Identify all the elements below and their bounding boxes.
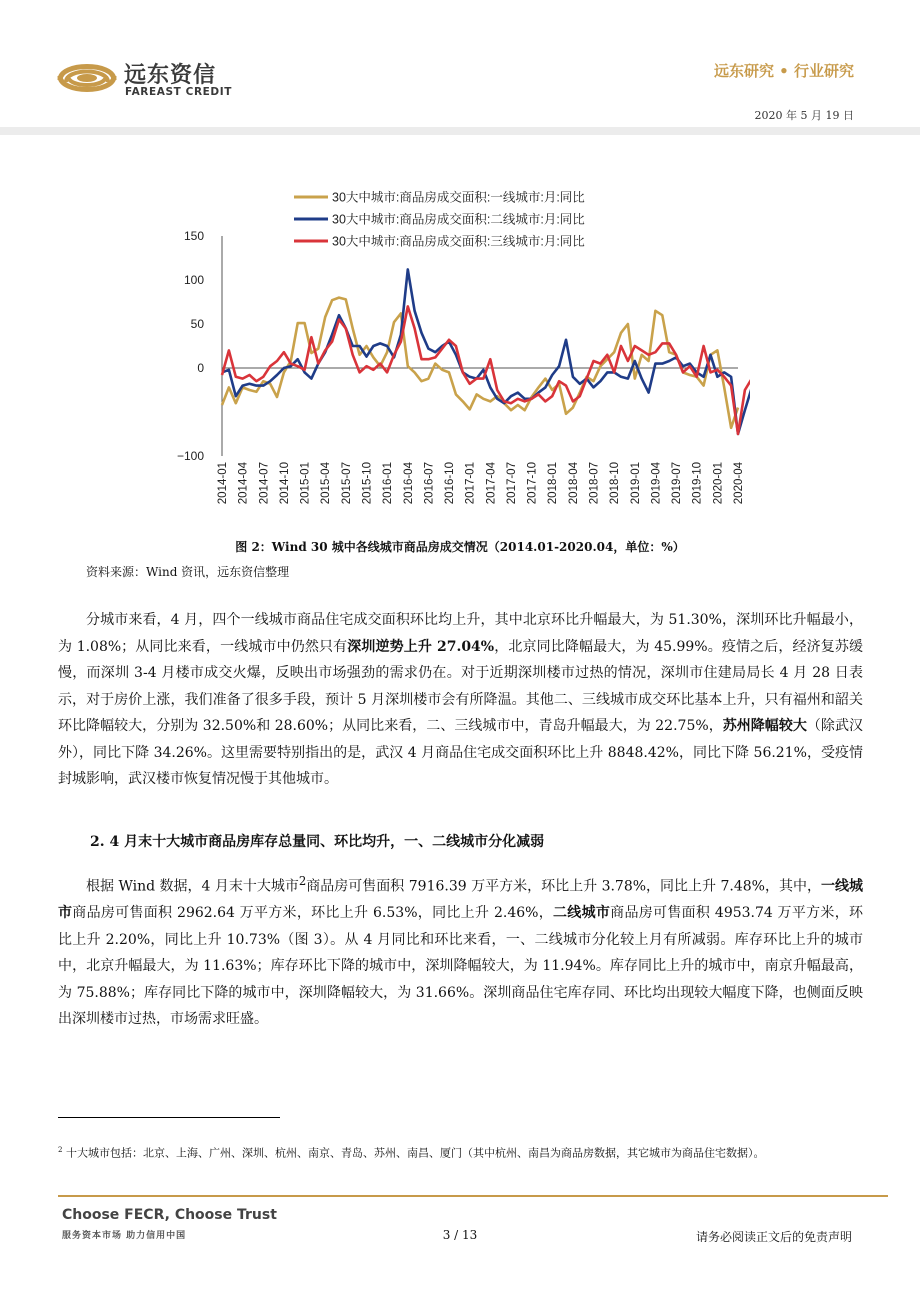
x-tick-label: 2015-04 — [320, 462, 333, 505]
y-tick-label: 0 — [197, 361, 204, 375]
x-tick-label: 2018-07 — [588, 462, 601, 505]
x-tick-label: 2017-10 — [526, 462, 539, 505]
header-section-title: 远东研究 • 行业研究 — [713, 62, 854, 80]
y-tick-label: 100 — [183, 273, 204, 287]
x-tick-label: 2018-01 — [547, 462, 560, 505]
footnote-divider — [58, 1117, 280, 1118]
x-tick-label: 2017-07 — [505, 462, 518, 505]
x-tick-label: 2018-10 — [609, 462, 622, 505]
x-tick-label: 2019-04 — [650, 462, 663, 505]
y-tick-label: −100 — [176, 449, 204, 463]
x-tick-label: 2020-01 — [712, 462, 725, 505]
x-tick-label: 2014-10 — [278, 462, 291, 505]
x-tick-label: 2016-04 — [402, 462, 415, 505]
x-tick-label: 2019-01 — [629, 462, 642, 505]
footer-disclaimer: 请务必阅读正文后的免责声明 — [695, 1230, 852, 1244]
figure-source: 资料来源：Wind 资讯，远东资信整理 — [86, 565, 290, 579]
logo-name-cn: 远东资信 — [124, 63, 217, 88]
page-number: 3 / 13 — [442, 1228, 478, 1242]
report-date: 2020 年 5 月 19 日 — [754, 109, 854, 122]
x-tick-label: 2015-01 — [299, 462, 312, 505]
footnote: $^2$ 十大城市包括：北京、上海、广州、深圳、杭州、南京、青岛、苏州、南昌、厦门（其中杭州、南昌为商品房数据，其它城市为商品住宅数据）。 — [58, 1146, 765, 1160]
x-tick-label: 2015-07 — [340, 462, 353, 505]
footer-subslogan: 服务资本市场 助力信用中国 — [62, 1231, 187, 1241]
footer-divider — [58, 1195, 888, 1197]
x-tick-label: 2017-01 — [464, 462, 477, 505]
paragraph-city-analysis: 分城市来看，4 月，四个一线城市商品住宅成交面积环比均上升，其中北京环比升幅最大，为 51.30%，深圳环比升幅最小，为 1.08%；从同比来看，一线城市中仍然只有深圳逆势上升 27.04%，北京同比降幅最大，为 45.99%。疫情之后，经济复苏缓慢，而深圳 3-4 月楼市成交火爆，反映出市场强劲的需求仍在。对于近期深圳楼市过热的情况，深圳市住建局局长 4 月 28 日表示，对于房价上涨，我们准备了很多手段，预计 5 月深圳楼市会有所降温。其他二、三线城市成交环比基本上升，只有福州和韶关环比降幅较大，分别为 32.50%和 28.60%；从同比来看，二、三线城市中，青岛升幅最大，为 22.75%，苏州降幅较大（除武汉外），同比下降 34.26%。这里需要特别指出的是，武汉 4 月商品住宅成交面积环比上升 8848.42%，同比下降 56.21%，受疫情封城影响，武汉楼市恢复情况慢于其他城市。 — [58, 612, 863, 787]
legend-label: 30大中城市:商品房成交面积:三线城市:月:同比 — [332, 234, 585, 249]
footnote-ref: 2 — [298, 874, 307, 888]
header-divider — [0, 127, 920, 135]
logo-name-en: FAREAST CREDIT — [125, 86, 233, 98]
x-tick-label: 2018-04 — [567, 462, 580, 505]
x-tick-label: 2020-04 — [733, 462, 745, 505]
x-tick-label: 2014-04 — [237, 462, 250, 505]
chart-legend — [294, 190, 585, 249]
y-axis-ticks — [177, 229, 204, 463]
x-axis-ticks — [217, 461, 745, 504]
x-tick-label: 2014-07 — [258, 462, 271, 505]
x-tick-label: 2019-07 — [671, 462, 684, 505]
y-tick-label: 50 — [190, 317, 204, 331]
x-tick-label: 2016-07 — [423, 462, 436, 505]
x-tick-label: 2019-10 — [691, 462, 704, 505]
legend-label: 30大中城市:商品房成交面积:二线城市:月:同比 — [332, 212, 585, 227]
series-line-3 — [222, 306, 750, 434]
chart-series — [222, 269, 750, 434]
x-tick-label: 2016-01 — [382, 462, 395, 505]
line-chart — [150, 178, 750, 523]
x-tick-label: 2016-10 — [444, 462, 457, 505]
section-heading: 2. 4 月末十大城市商品房库存总量同、环比均升，一、二线城市分化减弱 — [90, 834, 545, 850]
paragraph-inventory: 根据 Wind 数据，4 月末十大城市$^2$商品房可售面积 7916.39 万平方米，环比上升 3.78%，同比上升 7.48%，其中，一线城市商品房可售面积 2962.64 万平方米，环比上升 6.53%，同比上升 2.46%，二线城市商品房可售面积 4953.74 万平方米，环比上升 2.20%，同比上升 10.73%（图 3）。从 4 月同比和环比来看，一、二线城市分化较上月有所减弱。库存环比上升的城市中，北京升幅最大，为 11.63%；库存环比下降的城市中，深圳降幅较大，为 11.94%。库存同比上升的城市中，南京升幅最高，为 75.88%；库存同比下降的城市中，深圳降幅较大，为 31.66%。深圳商品住宅库存同、环比均出现较大幅度下降，也侧面反映出深圳楼市过热，市场需求旺盛。 — [58, 874, 864, 1028]
y-tick-label: 150 — [183, 229, 204, 243]
legend-label: 30大中城市:商品房成交面积:一线城市:月:同比 — [332, 190, 585, 205]
company-logo — [56, 54, 118, 102]
footer-slogan: Choose FECR, Choose Trust — [62, 1207, 277, 1223]
x-tick-label: 2015-10 — [361, 462, 374, 505]
x-tick-label: 2017-04 — [485, 462, 498, 505]
x-tick-label: 2014-01 — [217, 462, 229, 505]
figure-caption: 图 2：Wind 30 城中各线城市商品房成交情况（2014.01-2020.04，单位：%） — [235, 540, 685, 554]
